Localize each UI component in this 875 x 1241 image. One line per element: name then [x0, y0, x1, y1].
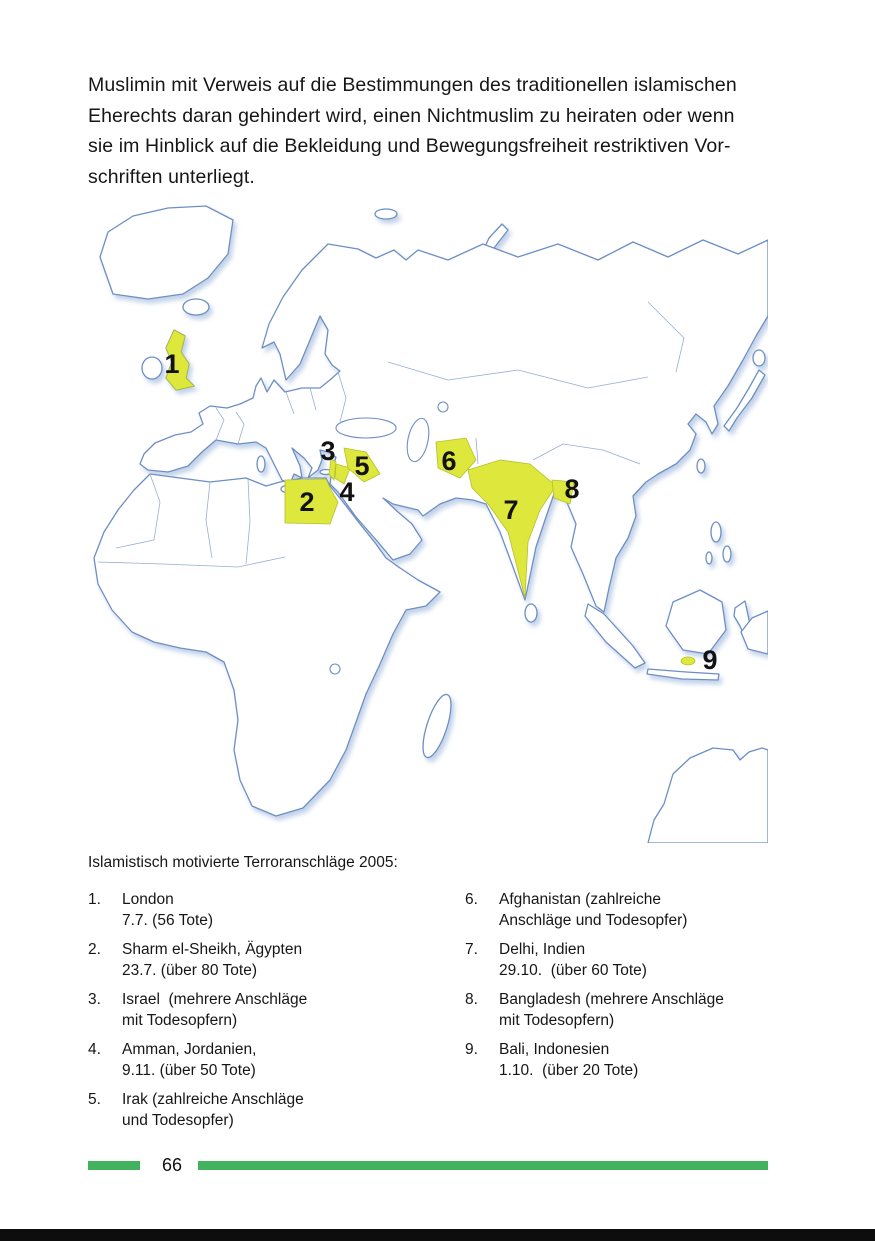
- map-marker-4: 4: [339, 477, 355, 507]
- intro-paragraph: [88, 70, 788, 192]
- highlight-bali: [681, 657, 695, 665]
- legend-item-number: 4.: [88, 1041, 101, 1058]
- legend-item: [88, 1039, 465, 1081]
- iceland: [183, 299, 209, 315]
- legend-title: Islamistisch motivierte Terroranschläge 2005:: [88, 854, 398, 871]
- legend-item-number: 5.: [88, 1091, 101, 1108]
- legend-item: [88, 1089, 465, 1131]
- legend-column-1: [88, 889, 465, 1139]
- legend-item-text: Bangladesh (mehrere Anschläge mit Todesopfern): [499, 991, 724, 1029]
- highlight-india: [468, 460, 556, 598]
- map-marker-5: 5: [354, 451, 370, 481]
- book-edge: [0, 1229, 875, 1241]
- legend-item: [465, 889, 783, 931]
- aral-sea: [438, 402, 448, 412]
- legend-item: [465, 939, 783, 981]
- legend-item-number: 8.: [465, 991, 478, 1008]
- lake-victoria: [330, 664, 340, 674]
- legend-item: [88, 939, 465, 981]
- world-map: [88, 202, 768, 843]
- sri-lanka: [525, 604, 537, 622]
- legend-item-text: Delhi, Indien 29.10. (über 60 Tote): [499, 941, 647, 979]
- legend-item-text: London 7.7. (56 Tote): [122, 891, 214, 929]
- legend-item-text: Amman, Jordanien, 9.11. (über 50 Tote): [122, 1041, 257, 1079]
- legend-item: [88, 989, 465, 1031]
- palawan: [706, 552, 712, 564]
- legend-item: [465, 989, 783, 1031]
- legend-item-text: Israel (mehrere Anschläge mit Todesopfern): [122, 991, 308, 1029]
- sardinia: [257, 456, 265, 472]
- legend-column-2: [465, 889, 783, 1139]
- luzon: [711, 522, 721, 542]
- legend-item-text: Sharm el-Sheikh, Ägypten 23.7. (über 80 Tote): [122, 941, 303, 979]
- map-marker-3: 3: [320, 436, 336, 466]
- paragraph-line: schriften unterliegt.: [88, 165, 255, 188]
- ireland: [142, 357, 162, 379]
- footer-bar-left: [88, 1161, 140, 1170]
- page-footer: [88, 1155, 768, 1176]
- legend-item: [465, 1039, 783, 1081]
- legend-item-text: Afghanistan (zahlreiche Anschläge und Todesopfer): [499, 891, 688, 929]
- legend-item-number: 1.: [88, 891, 101, 908]
- black-sea: [336, 418, 396, 438]
- legend-item: [88, 889, 465, 931]
- legend-item-text: Irak (zahlreiche Anschläge und Todesopfer): [122, 1091, 304, 1129]
- svalbard: [375, 209, 397, 219]
- legend-item-number: 6.: [465, 891, 478, 908]
- legend-item-number: 2.: [88, 941, 101, 958]
- map-marker-9: 9: [702, 645, 718, 675]
- map-marker-6: 6: [441, 446, 457, 476]
- map-marker-8: 8: [564, 474, 580, 504]
- map-marker-2: 2: [299, 487, 315, 517]
- footer-bar-right: [198, 1161, 768, 1170]
- landmasses: [94, 206, 768, 843]
- madagascar: [417, 692, 456, 761]
- mindanao: [723, 546, 731, 562]
- paragraph-line: Muslimin mit Verweis auf die Bestimmungen des traditionellen islamischen: [88, 74, 737, 96]
- hokkaido: [753, 350, 765, 366]
- legend-item-number: 9.: [465, 1041, 478, 1058]
- page-number: 66: [162, 1155, 183, 1175]
- sumatra: [585, 604, 645, 668]
- greenland: [100, 206, 233, 299]
- legend-item-number: 7.: [465, 941, 478, 958]
- map-marker-7: 7: [503, 495, 519, 525]
- terror-map-figure: [88, 202, 768, 843]
- legend-item-number: 3.: [88, 991, 101, 1008]
- paragraph-line: sie im Hinblick auf die Bekleidung und Bewegungsfreiheit restriktiven Vor-: [88, 135, 731, 157]
- map-marker-1: 1: [164, 349, 180, 379]
- attack-legend: [88, 854, 783, 1139]
- legend-item-text: Bali, Indonesien 1.10. (über 20 Tote): [499, 1041, 639, 1079]
- paragraph-line: Eherechts daran gehindert wird, einen Nichtmuslim zu heiraten oder wenn: [88, 104, 735, 127]
- taiwan: [697, 459, 705, 473]
- australia: [648, 748, 768, 843]
